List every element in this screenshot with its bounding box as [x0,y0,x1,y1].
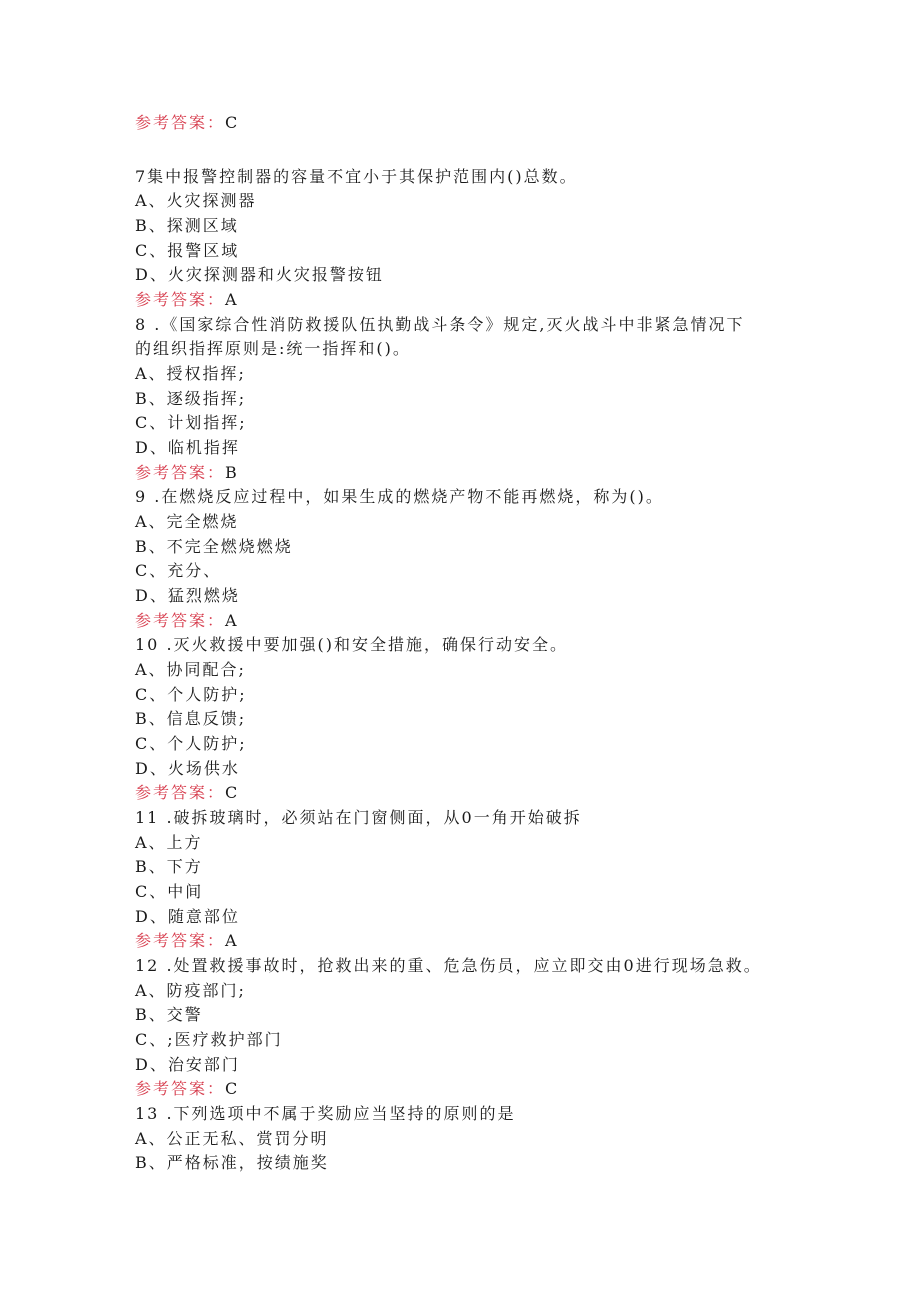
option-a: A、授权指挥; [135,364,246,383]
answer-line [135,1078,239,1100]
answer-line [135,782,239,804]
option-c: C、个人防护; [135,685,247,704]
question-text: 9 .在燃烧反应过程中，如果生成的燃烧产物不能再燃烧，称为()。 [135,487,664,506]
option-a: A、公正无私、赏罚分明 [135,1129,329,1148]
option-c: C、;医疗救护部门 [135,1030,283,1049]
answer-line [135,462,239,484]
option-a: A、协同配合; [135,660,246,679]
answer-line [135,610,239,632]
option-b: B、信息反馈; [135,709,247,728]
option-b: B、下方 [135,857,203,876]
answer-value: A [225,611,239,630]
option-a: A、防疫部门; [135,981,246,1000]
option-b: B、逐级指挥; [135,389,247,408]
option-a: A、完全燃烧 [135,512,239,531]
answer-value: A [225,290,239,309]
question-text: 13 .下列选项中不属于奖励应当坚持的原则的是 [135,1104,516,1123]
answer-value: C [225,113,240,132]
answer-value: A [225,931,239,950]
answer-label: 参考答案： [135,113,226,132]
option-c: C、计划指挥; [135,413,247,432]
question-text: 12 .处置救援事故时，抢救出来的重、危急伤员，应立即交由0进行现场急救。 [135,956,762,975]
option-d: D、火灾探测器和火灾报警按钮 [135,265,384,284]
question-text: 8 .《国家综合性消防救援队伍执勤战斗条令》规定,灭火战斗中非紧急情况下 [135,315,745,334]
option-c: C、充分、 [135,561,222,580]
answer-value: C [225,783,240,802]
option-d: D、火场供水 [135,759,240,778]
question-text-cont: 的组织指挥原则是:统一指挥和()。 [135,339,411,358]
question-text: 7集中报警控制器的容量不宜小于其保护范围内()总数。 [135,167,578,186]
answer-label: 参考答案： [135,783,226,802]
option-c: C、个人防护; [135,734,247,753]
option-b: B、探测区域 [135,216,239,235]
option-b: B、不完全燃烧燃烧 [135,537,293,556]
option-d: D、随意部位 [135,907,240,926]
option-a: A、上方 [135,833,203,852]
answer-label: 参考答案： [135,290,226,309]
question-text: 10 .灭火救援中要加强()和安全措施，确保行动安全。 [135,635,569,654]
option-d: D、临机指挥 [135,438,240,457]
answer-line [135,289,239,311]
answer-label: 参考答案： [135,611,226,630]
option-d: D、治安部门 [135,1055,240,1074]
answer-label: 参考答案： [135,931,226,950]
answer-label: 参考答案： [135,1079,226,1098]
option-b: B、严格标准，按绩施奖 [135,1153,329,1172]
option-c: C、报警区域 [135,241,240,260]
option-a: A、火灾探测器 [135,191,257,210]
option-d: D、猛烈燃烧 [135,586,240,605]
answer-label: 参考答案： [135,463,226,482]
option-c: C、中间 [135,882,204,901]
question-text: 11 .破拆玻璃时，必须站在门窗侧面，从0一角开始破拆 [135,808,582,827]
lead-answer [135,112,239,134]
answer-value: B [225,463,239,482]
answer-line [135,930,239,952]
option-b: B、交警 [135,1005,203,1024]
answer-value: C [225,1079,240,1098]
